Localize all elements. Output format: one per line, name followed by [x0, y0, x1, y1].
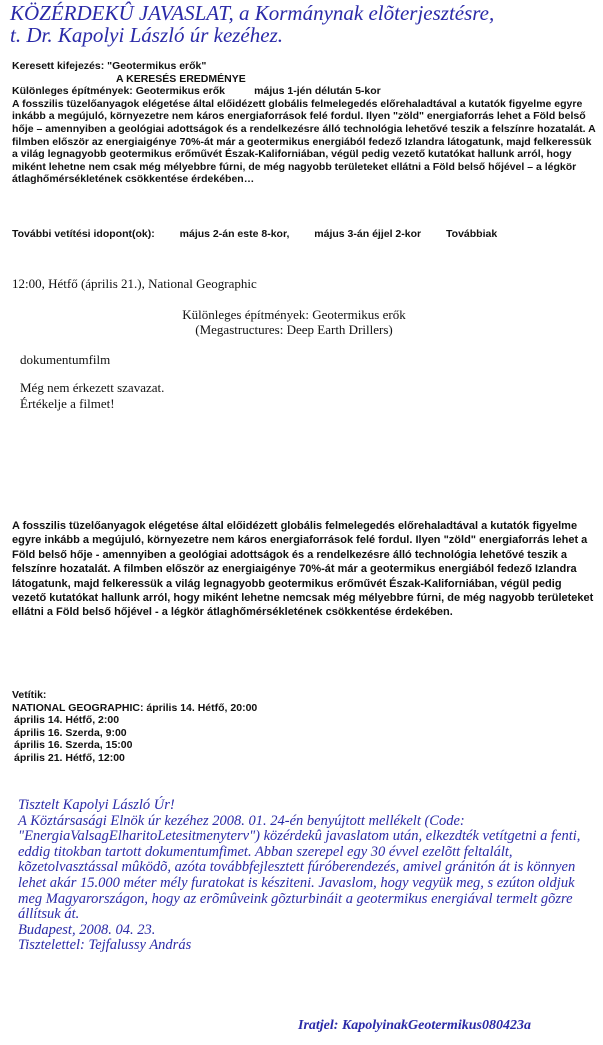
- letter-place-date: Budapest, 2008. 04. 23.: [18, 921, 156, 938]
- screening-time: április 16. Szerda, 9:00: [14, 726, 127, 739]
- listing-time: 12:00, Hétfő (április 21.), National Geographic: [12, 276, 257, 291]
- screenings-channel-line: NATIONAL GEOGRAPHIC: április 14. Hétfő, 20:00: [12, 701, 258, 714]
- document-reference: Iratjel: KapolyinakGeotermikus080423a: [298, 1018, 531, 1033]
- further-more-link[interactable]: Továbbiak: [446, 228, 498, 240]
- screening-time: április 14. Hétfő, 2:00: [14, 714, 120, 727]
- title-hungarian: Különleges építmények: Geotermikus erők: [182, 307, 406, 322]
- screening-time: április 21. Hétfő, 12:00: [14, 751, 125, 764]
- title-english[interactable]: (Megastructures: Deep Earth Drillers): [195, 322, 393, 337]
- program-line: Különleges építmények: Geotermikus erők május 1-jén délután 5-kor: [12, 85, 381, 98]
- screenings-block: [12, 689, 412, 765]
- search-result-heading: A KERESÉS EREDMÉNYE: [116, 72, 246, 85]
- program-description: A fosszilis tüzelőanyagok elégetése által előidézett globális felmelegedés előrehaladtával a kutatók figyelme egyre inkább a megújuló, környezetre nem káros energiaforrások felé fordul. Ilyen "zöld" energiaforrás lehet a Föld belső hője – amennyiben a geológiai adottságok és a rendelkezésre álló technológia lehetővé teszik a felszínre hozatalát. A filmben először az energiaigénye 70%-át már a geotermikus energiából fedező Izlandra látogatunk, majd felkeressük a világ legnagyobb geotermikus erőművét Észak-Kaliforniában, végül pedig vezető kutatókat hallunk arról, hogy miként lehetne nem csak még mélyebbre fúrni, de még nagyobb területeket ellátni a Föld belső hőjével – a légkör átlaghőmérsékletének csökkentése érdekében…: [12, 97, 596, 186]
- search-result-block: [12, 60, 600, 186]
- further-time-1: május 2-án este 8-kor,: [179, 228, 290, 240]
- search-query: Keresett kifejezés: "Geotermikus erők": [12, 60, 207, 72]
- letter-block: [18, 798, 598, 954]
- letter-closing: Tisztelettel: Tejfalussy András: [18, 937, 192, 954]
- header-line-1: KÖZÉRDEKÛ JAVASLAT, a Kormánynak elõterjesztésre,: [10, 1, 495, 25]
- letter-salutation: Tisztelt Kapolyi László Úr!: [18, 797, 175, 813]
- further-time-2: május 3-án éjjel 2-kor: [314, 228, 422, 240]
- letter-body: A Köztársasági Elnök úr kezéhez 2008. 01. 24-én benyújtott mellékelt (Code: "EnergiaValsagElharitoLetesitmenyterv") közérdekû javaslatom után, elkezdték vetítgetni a fenti, eddig titokban tartott dokumentumfimet. Abban szerepel egy 30 évvel ezelõtt feltalált, kõzetolvasztással mûködõ, azóta továbbfejlesztett fúróberendezés, amivel gránitón át is könnyen lehet akár 15.000 méter mély furatokat is késziteni. Javaslom, hogy vegyük meg, s ezúton oldjuk meg Magyarországon, hogy az erõmûveink gõzturbináit a geotermikus energiával termelt gõzre állítsuk át.: [18, 812, 581, 923]
- further-label: További vetítési idopont(ok):: [12, 228, 155, 240]
- listing-titles: [164, 307, 424, 337]
- screening-time: április 16. Szerda, 15:00: [14, 739, 133, 752]
- program-type: dokumentumfilm: [20, 352, 111, 367]
- screenings-label: Vetítik:: [12, 689, 47, 701]
- header-line-2: t. Dr. Kapolyi László úr kezéhez.: [10, 23, 283, 47]
- document-header: [10, 2, 600, 46]
- rate-film-link[interactable]: Értékelje a filmet!: [20, 396, 115, 411]
- program-description-2: A fosszilis tüzelőanyagok elégetése által előidézett globális felmelegedés előrehaladtával a kutatók figyelme egyre inkább a megújuló, környezetre nem káros energiaforrások felé fordul. Ilyen "zöld" energiaforrás lehet a Föld belső hője - amennyiben a geológiai adottságok és a rendelkezésre álló technológia lehetővé teszik a felszínre hozatalát. A filmben először az energiaigénye 70%-át már a geotermikus energiából fedező Izlandra látogatunk, majd felkeressük a világ legnagyobb geotermikus erőművét Észak-Kaliforniában, végül pedig vezető kutatókat hallunk arról, hogy miként lehetne nemcsak még mélyebbre fúrni, de még nagyobb területeket ellátni a Föld belső hőjével - a légkör átlaghőmérsékletének csökkentése érdekében.: [12, 520, 594, 619]
- further-screenings: [12, 228, 600, 241]
- rating-status: Még nem érkezett szavazat.: [20, 380, 165, 395]
